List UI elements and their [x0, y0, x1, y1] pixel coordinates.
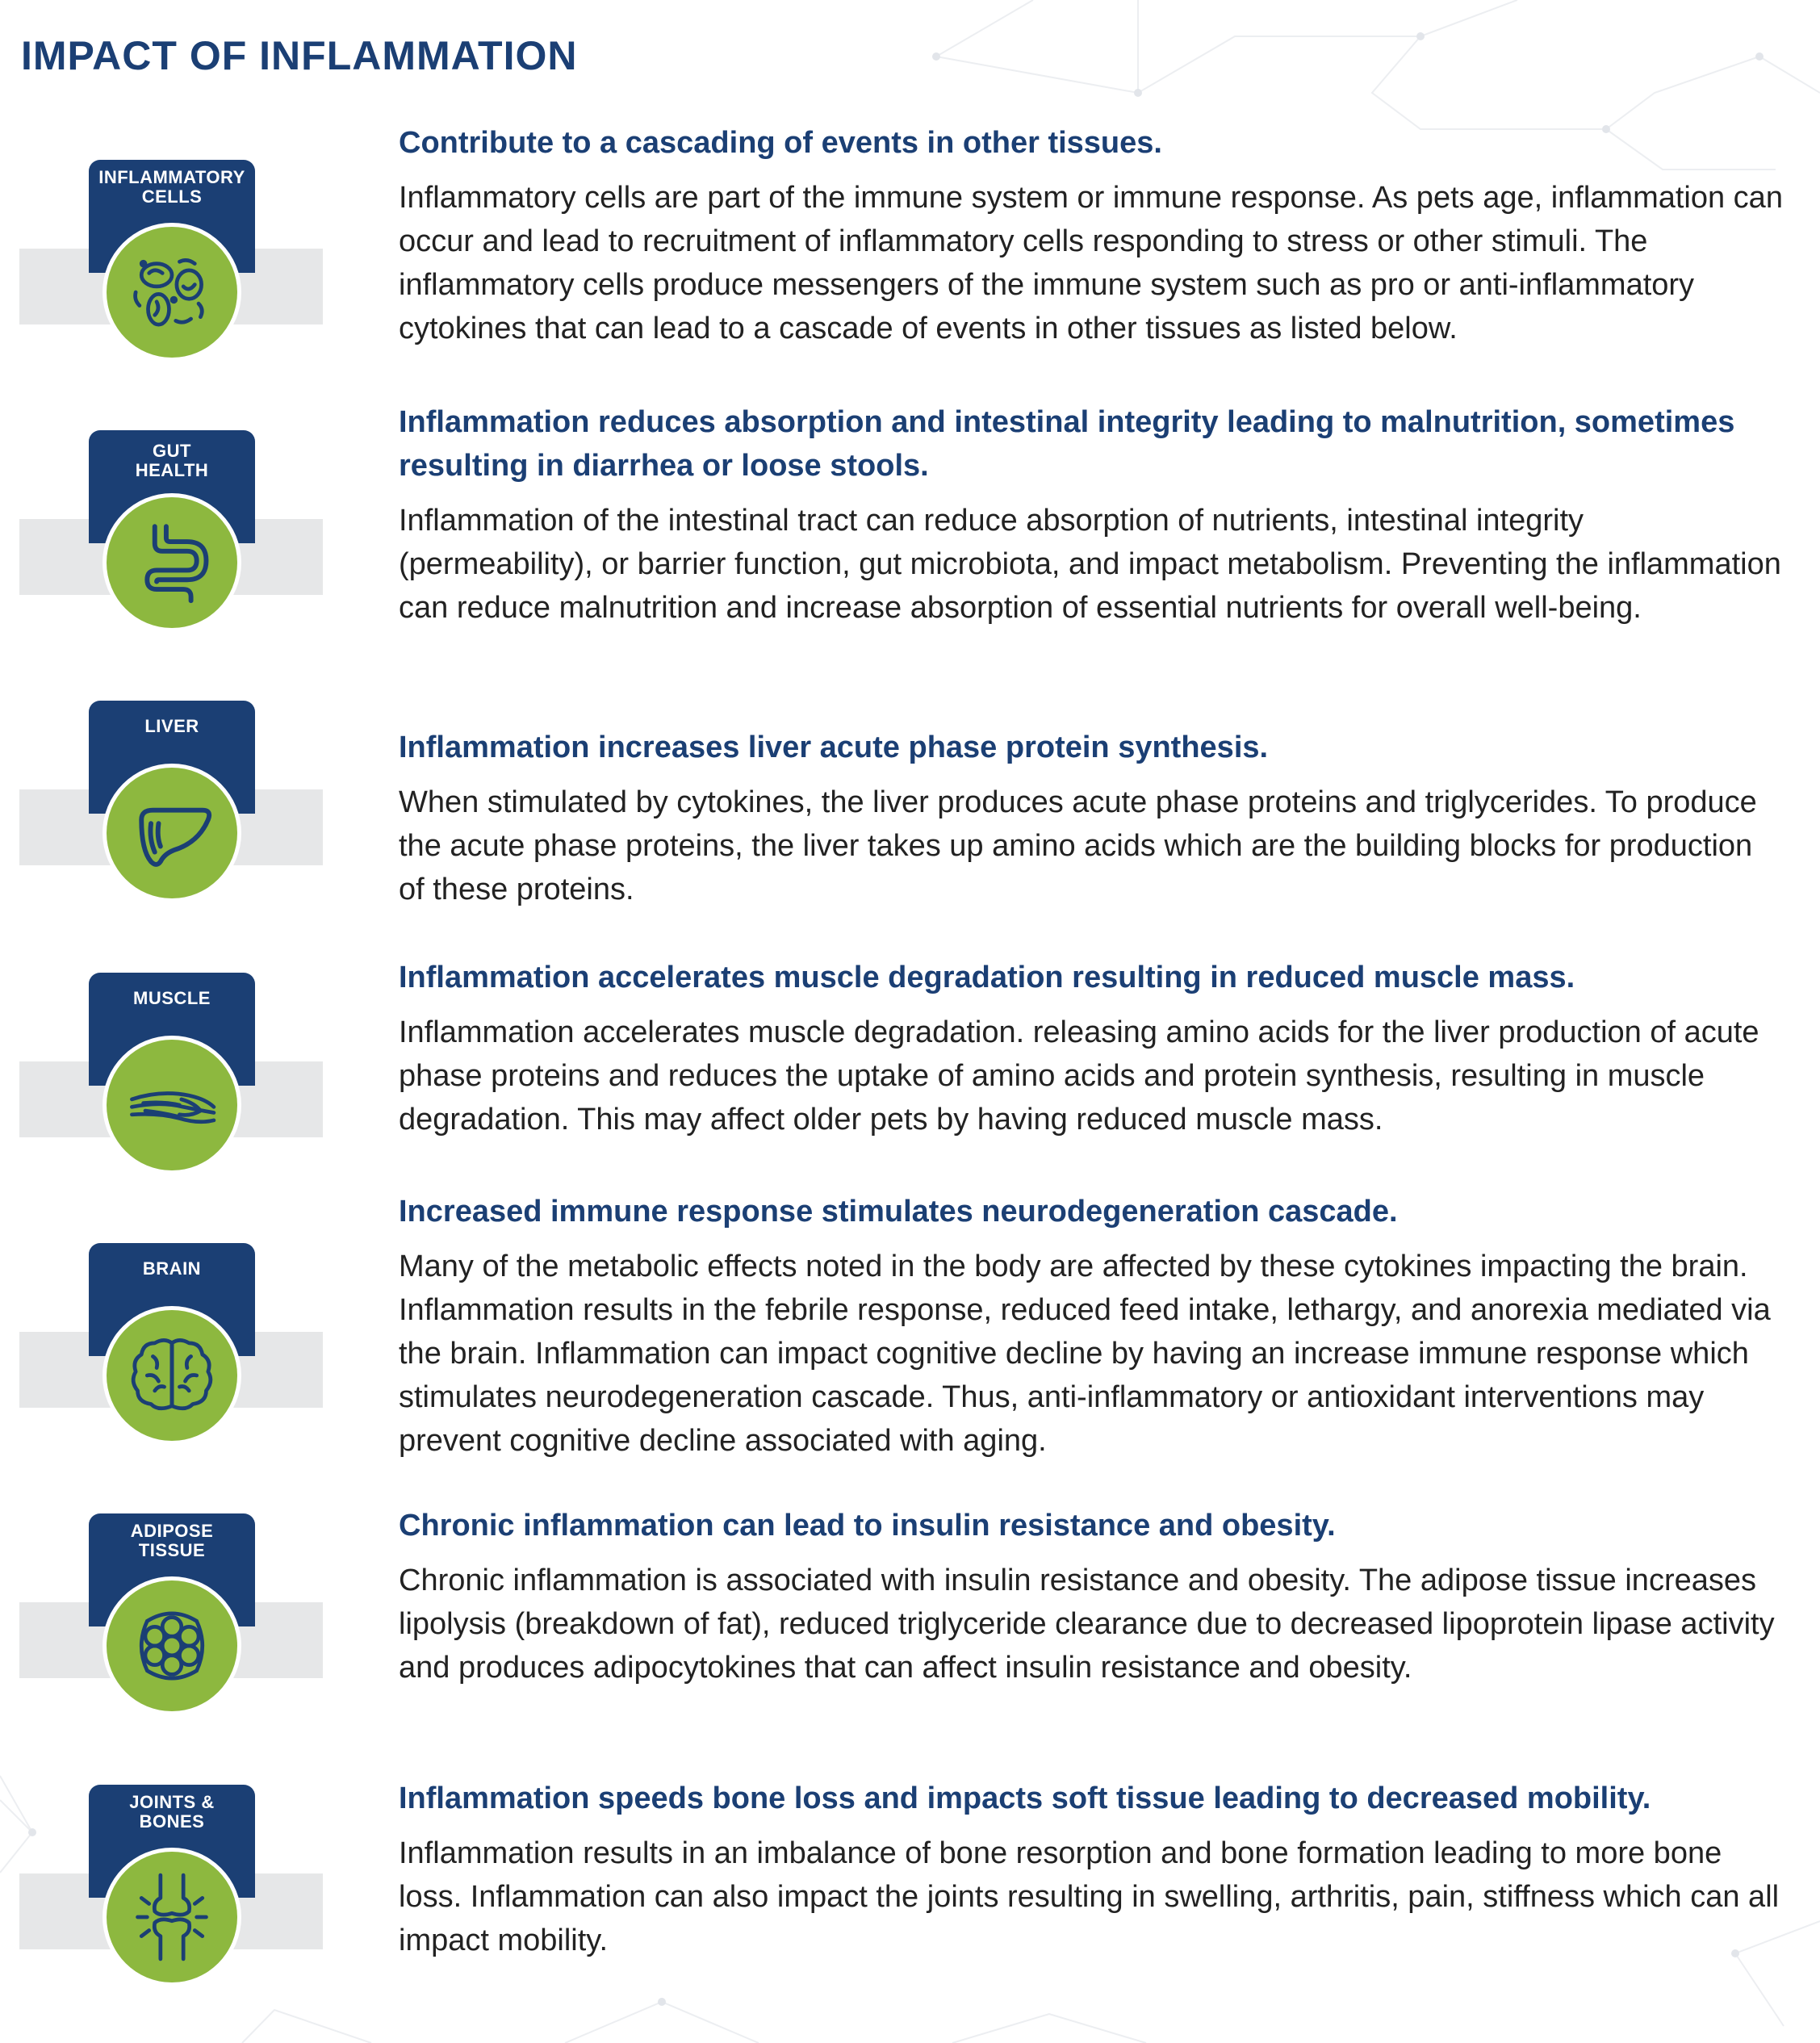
badge-label: INFLAMMATORY CELLS — [98, 167, 245, 207]
badge-label: JOINTS & BONES — [129, 1792, 215, 1832]
text-block — [399, 1777, 1783, 1962]
section-body: Inflammation accelerates muscle degradation. releasing amino acids for the liver production of acute phase proteins and reduces the uptake of amino acids and protein synthesis, resulting in muscle degradation. This may affect older pets by having reduced muscle mass. — [399, 1015, 1759, 1137]
fat-cells-icon — [107, 1580, 237, 1711]
badge-liver — [0, 701, 339, 894]
section-body: Many of the metabolic effects noted in the body are affected by these cytokines impacting the brain. Inflammation results in the febrile response, reduced feed intake, lethargy, and anorexia mediated via the brain. Inflammation can impact cognitive decline by having an increase immune response which stimulates neurodegeneration cascade. Thus, anti-inflammatory or antioxidant interventions may prevent cognitive decline associated with aging. — [399, 1250, 1771, 1458]
badge-circle — [103, 493, 241, 632]
section-body: Chronic inflammation is associated with insulin resistance and obesity. The adipose tissue increases lipolysis (breakdown of fat), reduced triglyceride clearance due to decreased lipoprotein lipase activity and produces adipocytokines that can affect insulin resistance and obesity. — [399, 1564, 1775, 1685]
section-body: Inflammation of the intestinal tract can reduce absorption of nutrients, intestinal integrity (permeability), or barrier function, gut microbiota, and impact metabolism. Preventing the inflammation can reduce malnutrition and increase absorption of essential nutrients for overall well-being. — [399, 504, 1781, 625]
cells-icon — [107, 227, 237, 358]
section-heading: Inflammation reduces absorption and intestinal integrity leading to malnutrition, sometimes resulting in diarrhea or loose stools. — [399, 405, 1735, 483]
badge-joints-bones — [0, 1785, 339, 1978]
section-heading: Inflammation speeds bone loss and impacts soft tissue leading to decreased mobility. — [399, 1781, 1651, 1815]
text-block — [399, 400, 1783, 630]
brain-icon — [107, 1310, 237, 1441]
section-heading: Contribute to a cascading of events in other tissues. — [399, 126, 1162, 160]
text-block — [399, 1504, 1783, 1689]
badge-label: ADIPOSE TISSUE — [130, 1521, 214, 1560]
badge-label: MUSCLE — [133, 988, 211, 1008]
section-body: Inflammatory cells are part of the immune system or immune response. As pets age, inflammation can occur and lead to recruitment of inflammatory cells responding to stress or other stimuli. The inflammatory cells produce messengers of the immune system such as pro or anti-inflammatory cytokines that can lead to a cascade of events in other tissues as listed below. — [399, 181, 1783, 345]
badge-circle — [103, 764, 241, 902]
badge-adipose-tissue — [0, 1513, 339, 1707]
section-heading: Inflammation increases liver acute phase protein synthesis. — [399, 731, 1269, 764]
badge-label: BRAIN — [142, 1258, 202, 1279]
section-heading: Increased immune response stimulates neurodegeneration cascade. — [399, 1195, 1398, 1229]
badge-brain — [0, 1243, 339, 1437]
text-block — [399, 1190, 1783, 1463]
badge-muscle — [0, 973, 339, 1166]
badge-circle — [103, 1848, 241, 1986]
section-body: Inflammation results in an imbalance of bone resorption and bone formation leading to more bone loss. Inflammation can also impact the joints resulting in swelling, arthritis, pain, stiffness which can all impact mobility. — [399, 1836, 1780, 1957]
section-body: When stimulated by cytokines, the liver produces acute phase proteins and triglycerides. To produce the acute phase proteins, the liver takes up amino acids which are the building blocks for production of these proteins. — [399, 785, 1757, 906]
section-heading: Chronic inflammation can lead to insulin resistance and obesity. — [399, 1509, 1336, 1543]
text-block — [399, 726, 1783, 911]
page-title: IMPACT OF INFLAMMATION — [21, 33, 578, 78]
badge-circle — [103, 1036, 241, 1174]
liver-icon — [107, 768, 237, 898]
text-block — [399, 121, 1783, 350]
badge-gut-health — [0, 430, 339, 624]
text-block — [399, 956, 1783, 1141]
badge-circle — [103, 1306, 241, 1445]
intestine-icon — [107, 497, 237, 628]
badge-circle — [103, 1576, 241, 1715]
section-heading: Inflammation accelerates muscle degradation resulting in reduced muscle mass. — [399, 961, 1575, 994]
badge-label: GUT HEALTH — [135, 441, 209, 480]
badge-circle — [103, 223, 241, 362]
badge-inflammatory-cells — [0, 160, 339, 354]
joint-icon — [107, 1852, 237, 1982]
muscle-icon — [107, 1040, 237, 1170]
badge-label: LIVER — [144, 716, 199, 736]
